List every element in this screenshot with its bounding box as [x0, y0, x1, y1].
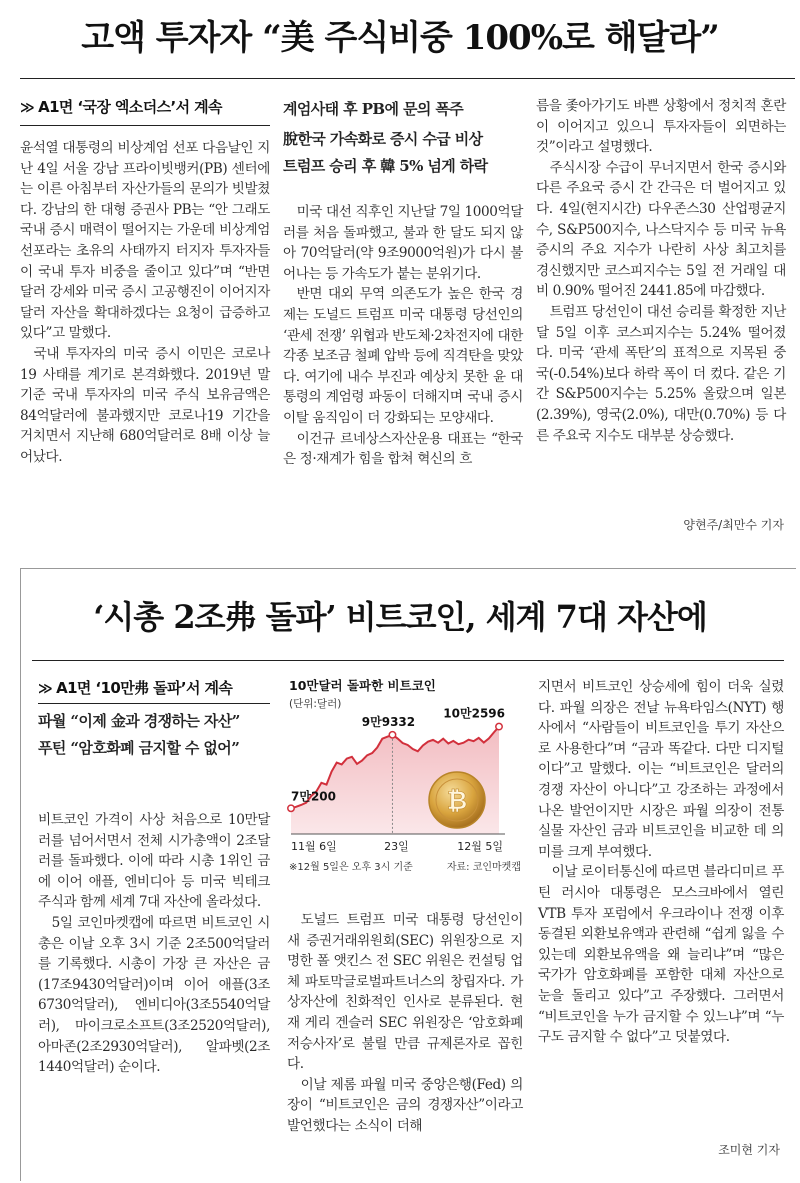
bitcoin-chart: [285, 672, 525, 877]
article1-subhead-2: 트럼프 승리 후 韓 5% 넘게 하락: [283, 157, 488, 175]
article1-col2-para3: 이건규 르네상스자산운용 대표는 “한국은 정·재계가 힘을 합쳐 혁신의 흐: [283, 430, 523, 468]
article1-byline: 양현주/최만수 기자: [683, 518, 784, 532]
article1-kicker-text: A1면 ‘국장 엑소더스’서 계속: [38, 98, 222, 116]
article2-subhead-1: 파월 “이제 金과 경쟁하는 자산”: [38, 712, 240, 730]
article2-col2-para1: 도널드 트럼프 미국 대통령 당선인이 새 증권거래위원회(SEC) 위원장으로 지명한 폴 앳킨스 전 SEC 위원은 컨설팅 업체 파토막글로벌파트너스의 창립자다. 가상자산에 친화적인 인사로 분류된다. 현재 게리 겐슬러 SEC 위원장은 ‘암호화폐 저승사자’로 불릴 만큼 규제론자로 꼽힌다.: [287, 912, 523, 1073]
article2-column-3: [538, 677, 784, 1048]
chart-source: 자료: 코인마켓캡: [446, 862, 521, 873]
article1-kicker-rule: [20, 125, 270, 126]
article1-col3-para1: 름을 좇아가기도 바쁜 상황에서 정치적 혼란이 이어지고 있으니 투자자들이 외면하는 것”이라고 설명했다.: [536, 98, 786, 156]
double-chevron-right-icon: ≫: [20, 100, 35, 116]
article2-headline: ‘시총 2조弗 돌파’ 비트코인, 세계 7대 자산에: [93, 598, 707, 636]
bitcoin-coin-icon: [429, 772, 485, 828]
svg-text:₿: ₿: [446, 786, 468, 815]
chart-point: [389, 732, 395, 738]
article1-col2-para2: 반면 대외 무역 의존도가 높은 한국 경제는 도널드 트럼프 미국 대통령 당선인의 ‘관세 전쟁’ 위협과 반도체·2차전지에 대한 각종 보조금 철폐 압박 등에 직격탄을 맞았다. 여기에 내수 부진과 예상치 못한 윤 대통령의 계엄령 파동이 더해지며 국내 증시 이탈 움직임이 더 강화되는 모양새다.: [283, 286, 523, 426]
chart-x-tick-label: 23일: [384, 840, 409, 853]
article2-kicker-text: A1면 ‘10만弗 돌파’서 계속: [56, 679, 233, 697]
chart-data-label: 9만9332: [361, 714, 416, 729]
chart-point: [288, 805, 294, 811]
chart-x-tick-label: 11월 6일: [291, 840, 337, 853]
article2-kicker-rule: [38, 703, 270, 704]
article2-col2-para2: 이날 제롬 파월 미국 중앙은행(Fed) 의장이 “비트코인은 금의 경쟁자산”이라고 발언했다는 소식이 더해: [287, 1076, 523, 1134]
chart-point: [496, 723, 502, 729]
chart-title: 10만달러 돌파한 비트코인: [289, 678, 436, 693]
article1-column-1: [20, 138, 270, 468]
chart-data-label: 10만2596: [443, 706, 505, 721]
article1-column-3: [536, 96, 786, 446]
chart-plot: [285, 692, 525, 872]
article1-col3-para3: 트럼프 당선인이 대선 승리를 확정한 지난달 5일 이후 코스피지수는 5.24% 떨어졌다. 미국 ‘관세 폭탄’의 표적으로 지목된 중국(-0.54%)보다 하락 폭이 더 컸다. 같은 기간 S&P500지수는 5.25% 올랐으며 일본(2.39%), 영국(2.0%), 대만(0.70%) 등 다른 주요국 지수도 대부분 상승했다.: [536, 303, 786, 444]
article2-kicker: [38, 677, 270, 698]
article1-col3-para2: 주식시장 수급이 무너지면서 한국 증시와 다른 주요국 증시 간 간극은 더 벌어지고 있다. 4일(현지시간) 다우존스30 산업평균지수, S&P500지수, 나스닥지수 등 미국 뉴욕증시의 주요 지수가 나란히 사상 최고치를 경신했지만 코스피지수는 5일 전 거래일 대비 0.90% 떨어진 2441.85에 마감했다.: [536, 159, 786, 300]
article1-col2-lead: 계엄사태 후 PB에 문의 폭주: [283, 100, 464, 118]
article1-kicker: [20, 96, 270, 117]
article1-column-2: [283, 96, 523, 470]
article1-col1-para1: 윤석열 대통령의 비상계엄 선포 다음날인 지난 4일 서울 강남 프라이빗뱅커(PB) 센터에는 이른 아침부터 자산가들의 문의가 빗발쳤다. 강남의 한 대형 증권사 PB는 “안 그래도 국내 증시 매력이 떨어지는 가운데 비상계엄 선포라는 초유의 사태까지 터지자 투자자들이 국내 투자 비중을 줄이고 있다”며 “반면 달러 강세와 미국 증시 고공행진이 이어지자 달러 자산을 확대하겠다는 요청이 급증하고 있다”고 말했다.: [20, 140, 270, 342]
article1-subhead-1: 脫한국 가속화로 증시 수급 비상: [283, 130, 483, 148]
article1-col2-para1: 미국 대선 직후인 지난달 7일 1000억달러를 처음 돌파했고, 불과 한 달도 되지 않아 70억달러(약 9조9000억원)가 다시 불어나는 등 가속도가 붙는 분위기다.: [283, 204, 523, 282]
article1-col1-para2: 국내 투자자의 미국 증시 이민은 코로나19 사태를 계기로 본격화했다. 2019년 말 기준 국내 투자자의 미국 주식 보유금액은 84억달러에 불과했지만 코로나19 기간을 거치면서 지난해 680억달러로 8배 이상 늘어났다.: [20, 345, 270, 465]
article2-col3-para2: 이날 로이터통신에 따르면 블라디미르 푸틴 러시아 대통령은 모스크바에서 열린 VTB 투자 포럼에서 우크라이나 전쟁 이후 동결된 외환보유액과 관련해 “쉽게 잃을 수 있는데 외환보유액을 왜 늘리냐”며 “많은 국가가 암호화폐를 포함한 대체 자산으로 눈을 돌리고 있다”고 주장했다. 그러면서 “비트코인을 누가 금지할 수 있느냐”며 “누구도 금지할 수 없다”고 덧붙였다.: [538, 864, 784, 1046]
article2-col1-para2: 5일 코인마켓캡에 따르면 비트코인 시총은 이날 오후 3시 기준 2조500억달러를 기록했다. 시총이 가장 큰 자산은 금(17조9430억달러)이며 이어 애플(3조6730억달러), 엔비디아(3조5540억달러), 마이크로소프트(3조2520억달러), 아마존(2조2930억달러), 알파벳(2조1440억달러) 순이다.: [38, 914, 270, 1076]
article2-column-1: [38, 810, 270, 1078]
chart-unit: (단위:달러): [289, 698, 342, 710]
article2-byline: 조미현 기자: [718, 1143, 780, 1157]
article2-subhead: [38, 708, 278, 762]
article2-col3-para1: 지면서 비트코인 상승세에 힘이 더욱 실렸다. 파월 의장은 전날 뉴욕타임스(NYT) 행사에서 “사람들이 비트코인을 투기 자산으로 사용한다”며 “금과 똑같다. 다만 디지털이다”고 말했다. 이는 “비트코인은 달러의 경쟁 자산이 아니다”고 강조하는 과정에서 나온 발언이지만 시장은 파월 의장이 전통 실물 자산인 금과 비트코인을 비교한 데 의미를 크게 부여했다.: [538, 679, 784, 860]
article2-col1-para1: 비트코인 가격이 사상 처음으로 10만달러를 넘어서면서 전체 시가총액이 2조달러를 돌파했다. 이에 따라 시총 1위인 금에 이어 애플, 엔비디아 등 미국 빅테크 주식과 함께 세계 7대 자산에 올라섰다.: [38, 812, 270, 911]
article2-subhead-2: 푸틴 “암호화폐 금지할 수 없어”: [38, 739, 240, 757]
article2-headline-rule: [32, 660, 784, 661]
chart-x-tick-label: 12월 5일: [457, 840, 503, 853]
article1-headline-rule: [20, 78, 795, 79]
chart-data-label: 7만200: [291, 789, 336, 804]
chart-note: ※12월 5일은 오후 3시 기준: [289, 862, 413, 873]
article1-headline: 고액 투자자 “美 주식비중 100%로 해달라”: [81, 18, 719, 58]
double-chevron-right-icon: ≫: [38, 681, 53, 697]
article2-column-2: [287, 910, 523, 1137]
